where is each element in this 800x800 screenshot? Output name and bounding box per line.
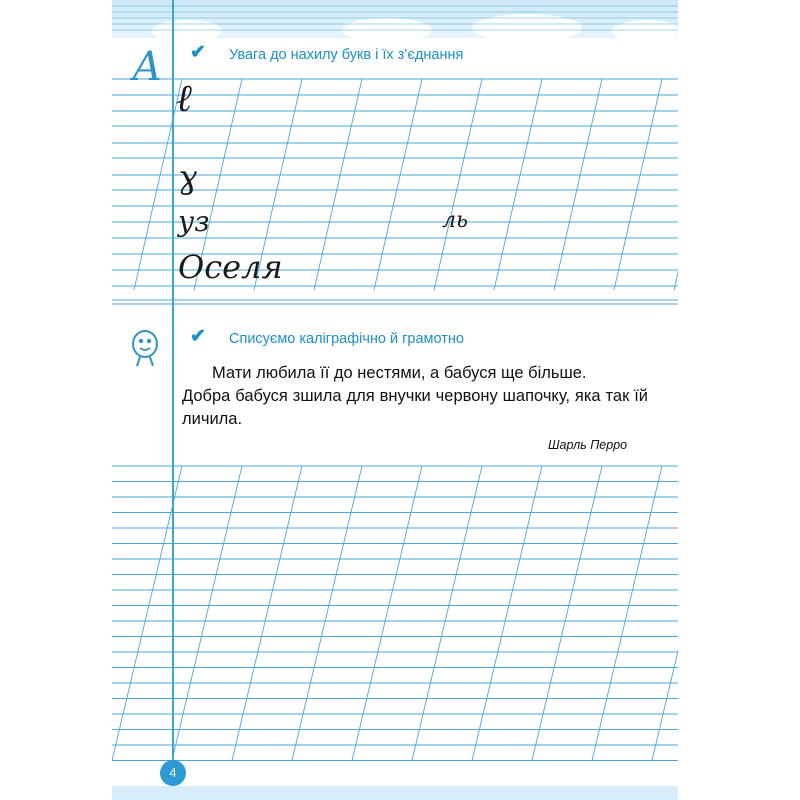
section1-title: Увага до нахилу букв і їх з’єднання [229,47,464,63]
margin-line [172,0,174,800]
slant-line [172,466,242,761]
check-icon: ✔ [190,42,206,63]
slant-line [472,466,542,761]
slant-line [412,466,482,761]
slant-line [532,466,602,761]
check-icon: ✔ [190,326,206,347]
slant-line [652,466,678,761]
workbook-page [112,0,678,800]
bottom-strip [112,786,678,800]
margin-letter: А [132,44,163,90]
sample-line-2: ɣ [178,158,198,196]
sample-line-1: ℓ [176,76,192,120]
sample-line-4: Оселя [178,248,283,286]
slant-line [592,466,662,761]
slant-line [292,466,362,761]
section2-title: Списуємо каліграфічно й грамотно [229,331,464,347]
page-number: 4 [160,760,186,786]
sample-line-3-left: уз [178,205,210,238]
passage-paragraph-2: Добра бабуся зшила для внучки червону шапочку, яка так їй личила. [182,387,648,428]
slant-line [232,466,302,761]
passage-paragraph-1: Мати любила її до нестями, а бабуся ще більше. [212,364,587,382]
dictation-passage [182,362,648,431]
passage-author: Шарль Перро [548,438,628,452]
mascot-icon [130,326,160,368]
slant-line [352,466,422,761]
sample-line-3-right: ль [442,208,468,233]
